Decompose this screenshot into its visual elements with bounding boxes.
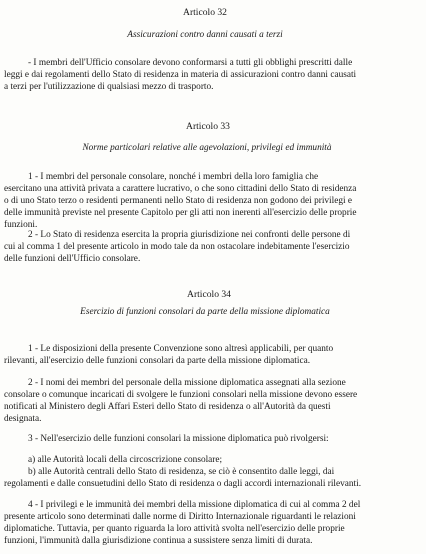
article-34-line-9: b) alle Autorità centrali dello Stato di residenza, se ciò è consentito dalle leggi, dai xyxy=(28,467,335,477)
article-34-line-12: presente articolo sono determinati dalle norme di Diritto Internazionale riguardanti le relazioni xyxy=(4,512,356,522)
article-34-heading: Articolo 34 xyxy=(187,289,231,300)
article-33-line-2: esercitano una attività privata a carattere lucrativo, o che sono cittadini dello Stato di residenza xyxy=(4,184,357,194)
article-33-line-4: delle immunità previste nel presente Capitolo per gli atti non inerenti all'esercizio delle proprie xyxy=(4,208,357,218)
article-34-line-1: 1 - Le disposizioni della presente Convenzione sono altresì applicabili, per quanto xyxy=(28,344,334,354)
article-33-heading: Articolo 33 xyxy=(186,121,230,132)
article-34-line-6: designata. xyxy=(4,414,42,424)
article-32-line-2: leggi e dai regolamenti dello Stato di residenza in materia di assicurazioni contro danni causati xyxy=(4,70,357,80)
article-34-line-7: 3 - Nell'esercizio delle funzioni consolari la missione diplomatica può rivolgersi: xyxy=(28,434,329,444)
article-34-line-13: diplomatiche. Tuttavia, per quanto riguarda la loro attività svolta nell'esercizio delle proprie xyxy=(4,524,345,534)
article-33-line-7: cui al comma 1 del presente articolo in modo tale da non ostacolare indebitamente l'esercizio xyxy=(4,242,350,252)
article-32-line-1: - I membri dell'Ufficio consolare devono conformarsi a tutti gli obblighi prescritti dalle xyxy=(28,58,353,68)
article-34-line-3: 2 - I nomi dei membri del personale della missione diplomatica assegnati alla sezione xyxy=(28,378,346,388)
article-33-subheading: Norme particolari relative alle agevolazioni, privilegi ed immunità xyxy=(82,143,332,153)
article-34-line-4: consolare o comunque incaricati di svolgere le funzioni consolari nella missione devono essere xyxy=(4,390,358,400)
article-33-line-1: 1 - I membri del personale consolare, nonché i membri della loro famiglia che xyxy=(28,172,319,182)
article-32-heading: Articolo 32 xyxy=(183,7,227,18)
article-32-subheading: Assicurazioni contro danni causati a terzi xyxy=(127,30,283,40)
article-33-line-5: funzioni. xyxy=(4,220,38,230)
article-33-line-6: 2 - Lo Stato di residenza esercita la propria giurisdizione nei confronti delle persone di xyxy=(28,230,351,240)
article-34-line-5: notificati al Ministero degli Affari Esteri dello Stato di residenza o all'Autorità da questi xyxy=(4,402,331,412)
article-34-subheading: Esercizio di funzioni consolari da parte della missione diplomatica xyxy=(80,307,330,317)
article-33-line-8: delle funzioni dell'Ufficio consolare. xyxy=(4,254,141,264)
article-32-line-3: a terzi per l'utilizzazione di qualsiasi mezzo di trasporto. xyxy=(4,82,214,92)
article-33-line-3: o di uno Stato terzo o residenti permanenti nello Stato di residenza non godono dei privilegi e xyxy=(4,196,353,206)
article-34-line-14: funzioni, l'immunità dalla giurisdizione continua a sussistere senza limiti di durata. xyxy=(4,536,313,546)
article-34-line-8: a) alle Autorità locali della circoscrizione consolare; xyxy=(28,455,223,465)
article-34-line-2: rilevanti, all'esercizio delle funzioni consolari da parte della missione diplomatica. xyxy=(4,356,311,366)
article-34-line-11: 4 - I privilegi e le immunità dei membri della missione diplomatica di cui al comma 2 del xyxy=(28,500,361,510)
article-34-line-10: regolamenti e dalle consuetudini dello Stato di residenza o dagli accordi internazionali rilevanti. xyxy=(4,479,362,489)
